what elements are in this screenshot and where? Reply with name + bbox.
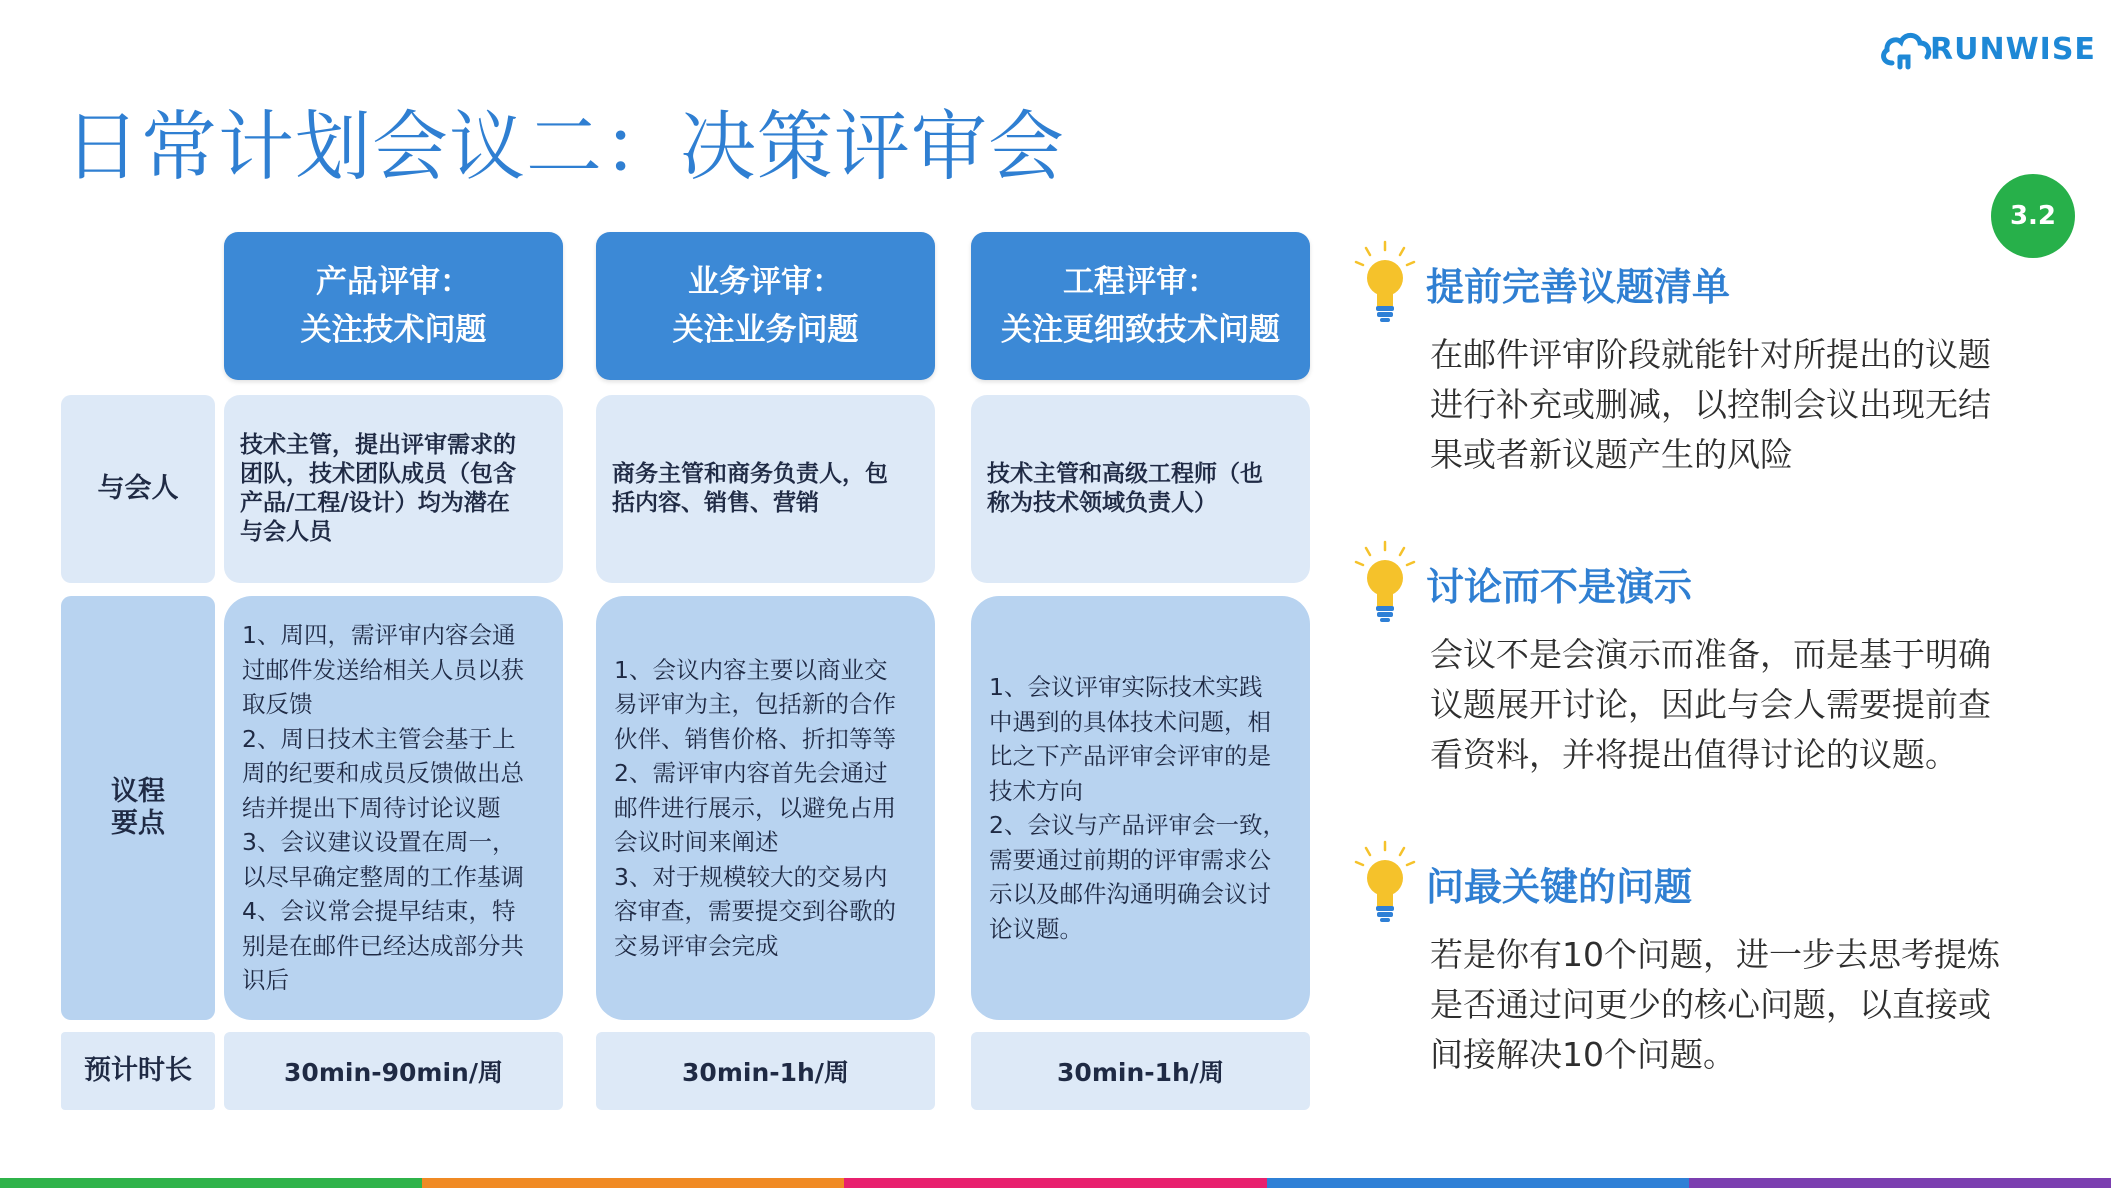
tip-line: 果或者新议题产生的风险 — [1430, 435, 1793, 474]
bar-segment-orange — [422, 1178, 844, 1188]
bar-segment-green — [0, 1178, 422, 1188]
cell-line: 中遇到的具体技术问题，相 — [989, 707, 1271, 736]
tip-line: 在邮件评审阶段就能针对所提出的议题 — [1430, 335, 1991, 374]
tip-body — [1430, 330, 2072, 480]
bar-segment-blue — [1267, 1178, 1689, 1188]
lightbulb-icon — [1352, 240, 1418, 326]
cell-line: 产品/工程/设计）均为潜在 — [240, 490, 510, 516]
column-header-line1: 产品评审： — [316, 264, 471, 300]
cell-line: 技术方向 — [989, 776, 1083, 805]
column-header-line1: 工程评审： — [1063, 264, 1218, 300]
agenda-cell-product — [224, 596, 563, 1020]
cell-line: 1、周四，需评审内容会通 — [242, 621, 516, 650]
column-header-product-review — [224, 232, 563, 380]
cell-line: 3、会议建议设置在周一， — [242, 828, 516, 857]
tip-title: 提前完善议题清单 — [1426, 264, 1731, 309]
bottom-color-bar — [0, 1178, 2111, 1188]
attendees-cell-business — [596, 395, 935, 583]
cell-line: 2、需评审内容首先会通过 — [614, 759, 888, 788]
cell-line: 别是在邮件已经达成部分共 — [242, 931, 524, 960]
tip-body — [1430, 630, 2072, 780]
tip-body — [1430, 930, 2072, 1080]
cell-line: 商务主管和商务负责人，包 — [612, 461, 888, 487]
cell-line: 需要通过前期的评审需求公 — [989, 845, 1271, 874]
lightbulb-icon — [1352, 840, 1418, 926]
cell-line: 括内容、销售、营销 — [612, 490, 819, 516]
lightbulb-icon — [1352, 540, 1418, 626]
cell-line: 取反馈 — [242, 690, 313, 719]
cell-line: 识后 — [242, 966, 289, 995]
row-label-agenda-line1: 议程 — [111, 776, 165, 807]
cell-line: 称为技术领域负责人） — [987, 490, 1217, 516]
cell-line: 会议时间来阐述 — [614, 828, 779, 857]
column-header-line1: 业务评审： — [688, 264, 843, 300]
attendees-cell-engineering — [971, 395, 1310, 583]
duration-cell-business: 30min-1h/周 — [596, 1032, 935, 1110]
cell-line: 伙伴、销售价格、折扣等等 — [614, 724, 896, 753]
cell-line: 2、会议与产品评审会一致， — [989, 811, 1286, 839]
column-header-business-review — [596, 232, 935, 380]
row-label-attendees: 与会人 — [61, 395, 215, 583]
column-header-engineering-review — [971, 232, 1310, 380]
tip-line: 进行补充或删减，以控制会议出现无结 — [1430, 385, 1991, 424]
row-label-duration: 预计时长 — [61, 1032, 215, 1110]
agenda-cell-business — [596, 596, 935, 1020]
tip-line: 间接解决10个问题。 — [1430, 1035, 1736, 1074]
runwise-logo — [1878, 26, 2096, 72]
bar-segment-pink — [844, 1178, 1266, 1188]
duration-cell-engineering: 30min-1h/周 — [971, 1032, 1310, 1110]
row-label-agenda-line2: 要点 — [111, 808, 165, 839]
cell-line: 以尽早确定整周的工作基调 — [242, 862, 524, 891]
tip-line: 是否通过问更少的核心问题，以直接或 — [1430, 985, 1991, 1024]
column-header-line2: 关注技术问题 — [300, 312, 487, 348]
logo-text: RUNWISE — [1930, 31, 2096, 67]
cloud-logo-icon — [1878, 27, 1934, 71]
tip-line: 议题展开讨论，因此与会人需要提前查 — [1430, 685, 1991, 724]
tip-discussion — [1352, 540, 2072, 780]
cell-line: 1、会议评审实际技术实践 — [989, 673, 1263, 701]
agenda-cell-engineering — [971, 596, 1310, 1020]
cell-line: 与会人员 — [240, 519, 332, 545]
tip-title: 讨论而不是演示 — [1426, 564, 1693, 609]
attendees-cell-product — [224, 395, 563, 583]
column-header-line2: 关注更细致技术问题 — [1001, 312, 1280, 348]
column-header-line2: 关注业务问题 — [672, 312, 859, 348]
cell-line: 技术主管，提出评审需求的 — [240, 432, 516, 458]
row-label-agenda — [61, 596, 215, 1020]
cell-line: 易评审为主，包括新的合作 — [614, 690, 896, 719]
cell-line: 容审查，需要提交到谷歌的 — [614, 897, 896, 926]
section-number-badge: 3.2 — [1991, 174, 2075, 258]
tip-title: 问最关键的问题 — [1426, 864, 1693, 909]
cell-line: 4、会议常会提早结束，特 — [242, 897, 516, 926]
cell-line: 交易评审会完成 — [614, 931, 779, 960]
cell-line: 3、对于规模较大的交易内 — [614, 862, 888, 891]
cell-line: 周的纪要和成员反馈做出总 — [242, 759, 524, 788]
tip-agenda-list — [1352, 240, 2072, 480]
cell-line: 比之下产品评审会评审的是 — [989, 742, 1271, 770]
cell-line: 结并提出下周待讨论议题 — [242, 793, 501, 822]
tip-key-questions — [1352, 840, 2072, 1080]
cell-line: 论议题。 — [989, 914, 1083, 943]
cell-line: 团队，技术团队成员（包含 — [240, 461, 516, 487]
cell-line: 过邮件发送给相关人员以获 — [242, 655, 524, 684]
duration-cell-product: 30min-90min/周 — [224, 1032, 563, 1110]
tip-line: 看资料，并将提出值得讨论的议题。 — [1430, 735, 1958, 774]
cell-line: 示以及邮件沟通明确会议讨 — [989, 880, 1271, 908]
tip-line: 会议不是会演示而准备，而是基于明确 — [1430, 635, 1991, 674]
cell-line: 技术主管和高级工程师（也 — [987, 461, 1263, 487]
bar-segment-purple — [1689, 1178, 2111, 1188]
cell-line: 1、会议内容主要以商业交 — [614, 655, 888, 684]
cell-line: 2、周日技术主管会基于上 — [242, 724, 516, 753]
page-title: 日常计划会议二：决策评审会 — [64, 102, 1065, 191]
cell-line: 邮件进行展示，以避免占用 — [614, 793, 896, 822]
tip-line: 若是你有10个问题，进一步去思考提炼 — [1430, 935, 2000, 974]
